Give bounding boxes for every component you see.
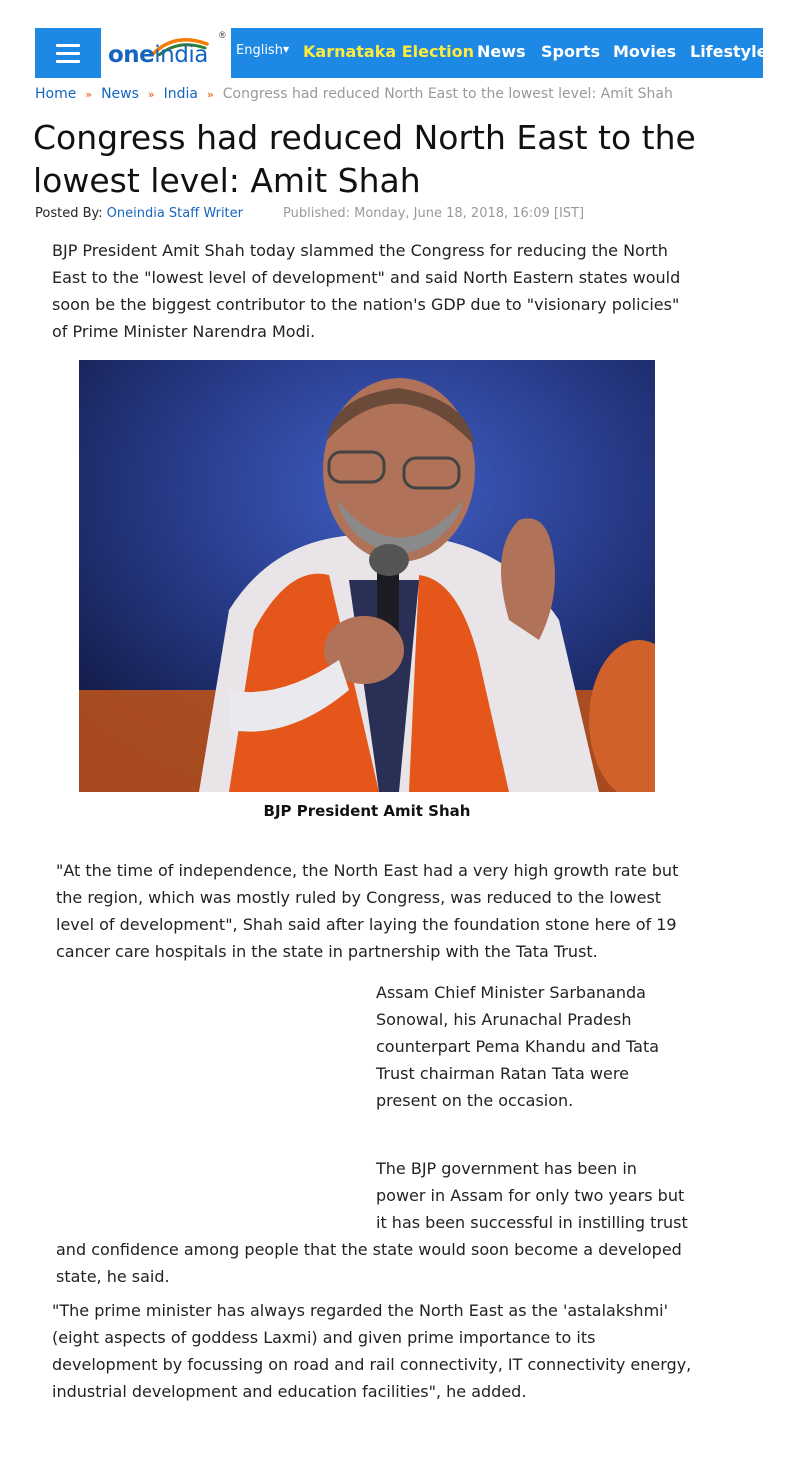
breadcrumb-india[interactable]: India [163, 86, 199, 102]
oneindia-logo[interactable] [101, 28, 231, 78]
breadcrumb-home[interactable]: Home [35, 86, 77, 102]
article-paragraph-4-part-2: and confidence among people that the state would soon become a developed state, he said. [56, 1240, 682, 1286]
breadcrumb [35, 86, 673, 102]
logo-wordmark: oneindia [108, 42, 208, 68]
photo-caption: BJP President Amit Shah [263, 802, 471, 820]
breadcrumb-news[interactable]: News [101, 86, 139, 102]
author-link[interactable]: Oneindia Staff Writer [106, 206, 243, 221]
breadcrumb-separator: » [147, 88, 155, 101]
caret-down-icon: ▼ [282, 45, 290, 54]
article-byline [35, 206, 584, 221]
logo-registered-mark: ® [219, 30, 226, 40]
breadcrumb-separator: » [85, 88, 93, 101]
hamburger-menu-icon[interactable] [35, 28, 101, 78]
article-paragraph-intro: BJP President Amit Shah today slammed the Congress for reducing the North East to the "lowest level of development" and said North Eastern states would soon be the biggest contributor to the nation's GDP due to "visionary policies" of Prime Minister Narendra Modi. [52, 241, 681, 341]
breadcrumb-separator: » [207, 88, 214, 101]
top-nav-bar [35, 28, 768, 78]
article-paragraph-3: Assam Chief Minister Sarbananda Sonowal, his Arunachal Pradesh counterpart Pema Khandu and Tata Trust chairman Ratan Tata were present on the occasion. [376, 983, 660, 1110]
article-paragraph-5: "The prime minister has always regarded the North East as the 'astalakshmi' (eight aspects of goddess Laxmi) and given prime importance to its development by focussing on road and rail connectivity, IT connectivity energy, industrial development and education facilities", he added. [52, 1301, 692, 1401]
published-date: Published: Monday, June 18, 2018, 16:09 [IST] [283, 206, 585, 221]
article-paragraph-2: "At the time of independence, the North East had a very high growth rate but the region, which was mostly ruled by Congress, was reduced to the lowest level of development", Shah said after laying the foundation stone here of 19 cancer care hospitals in the state in partnership with the Tata Trust. [56, 861, 679, 961]
breadcrumb-current: Congress had reduced North East to the lowest level: Amit Shah [222, 86, 673, 102]
nav-sports[interactable]: Sports [541, 42, 601, 61]
posted-by-label: Posted By: [35, 206, 103, 221]
language-label: English [236, 43, 283, 58]
language-selector[interactable] [236, 43, 289, 58]
speaker-photo-illustration [79, 360, 655, 792]
article-title: Congress had reduced North East to the lowest level: Amit Shah [33, 118, 696, 200]
article-photo [79, 360, 655, 792]
nav-lifestyle[interactable]: Lifestyle [690, 42, 768, 61]
nav-karnataka-election[interactable]: Karnataka Election [303, 42, 474, 61]
nav-movies[interactable]: Movies [613, 42, 677, 61]
nav-news[interactable]: News [477, 42, 526, 61]
article-paragraph-4-part-1: The BJP government has been in power in Assam for only two years but it has been successful in instilling trust [376, 1159, 688, 1232]
